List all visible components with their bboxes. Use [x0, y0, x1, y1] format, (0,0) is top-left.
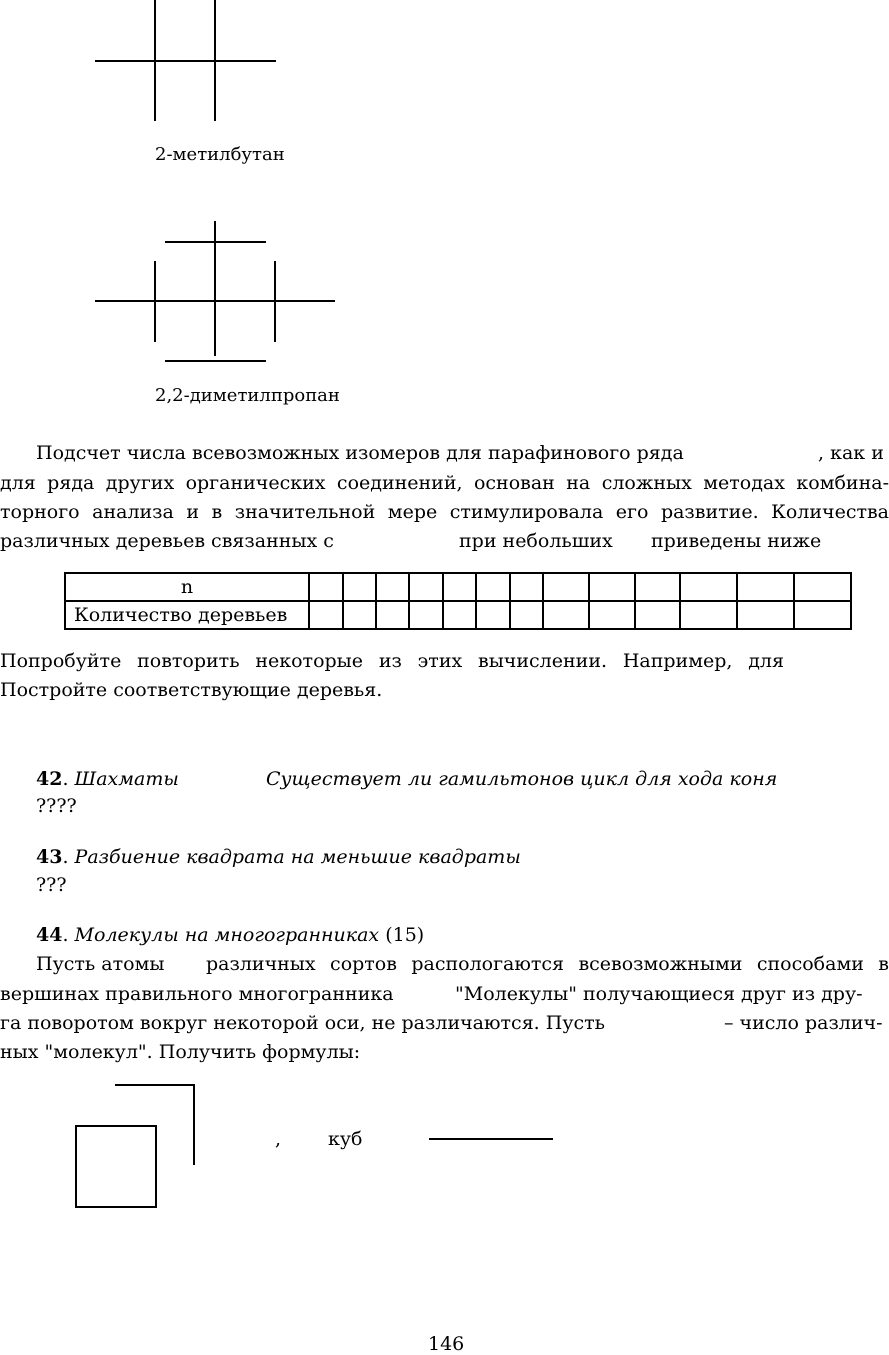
- table-cell: [680, 601, 737, 629]
- problem-44-line-4: ных "молекул". Получить формулы:: [0, 1041, 361, 1063]
- paragraph-line-2: для ряда других органических соединений, основан на сложных методах комбина-: [0, 472, 889, 494]
- problem-44-line-2-b: "Молекулы" получающиеся друг из дру-: [455, 983, 863, 1005]
- table-cell: [443, 601, 476, 629]
- figure-caption-methylbutane: 2-метилбутан: [155, 144, 285, 165]
- problem-44-line-1-b-text: различных сортов распологаются всевозможными способами в: [206, 953, 889, 975]
- problem-44-comma: ,: [275, 1128, 282, 1150]
- problem-43-title: Разбиение квадрата на меньшие квадраты: [74, 846, 521, 868]
- table-cell: [443, 573, 476, 601]
- table-cell: [343, 601, 376, 629]
- problem-44-line-3-a: га поворотом вокруг некоторой оси, не различаются. Пусть: [0, 1012, 606, 1034]
- table-cell: [543, 601, 589, 629]
- figure-line: [95, 300, 335, 302]
- table-cell: [476, 601, 510, 629]
- table-cell: [794, 601, 851, 629]
- table-cell: [635, 573, 680, 601]
- table-cell: [737, 601, 794, 629]
- table-row: [65, 601, 851, 629]
- table-cell: [343, 573, 376, 601]
- table-cell: [589, 601, 635, 629]
- after-table-line-2: Постройте соответствующие деревья.: [0, 679, 383, 701]
- problem-44-number: 44: [36, 924, 63, 946]
- trees-count-table: [64, 572, 852, 630]
- problem-42-placeholder: ????: [36, 795, 77, 817]
- problem-43-placeholder: ???: [36, 874, 67, 896]
- paragraph-line-3: торного анализа и в значительной мере стимулировала его развитие. Количества: [0, 501, 889, 523]
- fraction-line: [429, 1138, 553, 1140]
- paragraph-line-1-left: Подсчет числа всевозможных изомеров для парафинового ряда: [36, 442, 684, 464]
- table-row: [65, 573, 851, 601]
- problem-44-title: Молекулы на многогранниках: [74, 924, 380, 946]
- paragraph-line-4-c: приведены ниже: [651, 530, 822, 552]
- figure-line: [95, 60, 276, 62]
- problem-42-title: Шахматы: [74, 768, 179, 790]
- table-cell: [589, 573, 635, 601]
- paragraph-line-4-a: различных деревьев связанных с: [0, 530, 334, 552]
- figure-line: [214, 221, 216, 356]
- problem-44-line-1-a: Пусть атомы: [36, 953, 165, 975]
- table-header-count: Количество деревьев: [65, 601, 309, 629]
- table-cell: [635, 601, 680, 629]
- figure-caption-dimethylpropane: 2,2-диметилпропан: [155, 385, 340, 406]
- problem-42-heading: 42. Шахматы: [36, 768, 179, 790]
- after-table-text-1: Попробуйте повторить некоторые из этих вычислении. Например, для: [0, 650, 784, 672]
- figure-line: [193, 1084, 195, 1165]
- table-cell: [510, 573, 543, 601]
- problem-44-ref: (15): [385, 924, 425, 946]
- paragraph-line-4-b: при небольших: [459, 530, 613, 552]
- problem-43-heading: 43. Разбиение квадрата на меньшие квадраты: [36, 846, 521, 868]
- problem-42-question: Существует ли гамильтонов цикл для хода коня: [266, 768, 778, 790]
- figure-line: [115, 1084, 195, 1086]
- table-cell: [409, 601, 443, 629]
- problem-43-number: 43: [36, 846, 63, 868]
- table-cell: [309, 601, 343, 629]
- table-header-n: n: [65, 573, 309, 601]
- square-figure: [75, 1125, 157, 1208]
- table-cell: [376, 573, 409, 601]
- problem-42-number: 42: [36, 768, 63, 790]
- table-cell: [794, 573, 851, 601]
- page-number: 146: [428, 1333, 465, 1355]
- table-cell: [680, 573, 737, 601]
- table-cell: [376, 601, 409, 629]
- problem-44-line-2-a: вершинах правильного многогранника: [0, 983, 394, 1005]
- problem-44-line-3-b: – число различ-: [724, 1012, 883, 1034]
- table-cell: [409, 573, 443, 601]
- table-cell: [543, 573, 589, 601]
- after-table-line-1: [0, 650, 784, 672]
- table-cell: [476, 573, 510, 601]
- paragraph-line-1-right: , как и: [818, 442, 884, 464]
- problem-44-heading: 44. Молекулы на многогранниках (15): [36, 924, 425, 946]
- table-cell: [737, 573, 794, 601]
- table-cell: [510, 601, 543, 629]
- cube-label: куб: [328, 1128, 363, 1150]
- figure-line: [165, 360, 266, 362]
- problem-44-line-1-b: [206, 953, 889, 975]
- table-cell: [309, 573, 343, 601]
